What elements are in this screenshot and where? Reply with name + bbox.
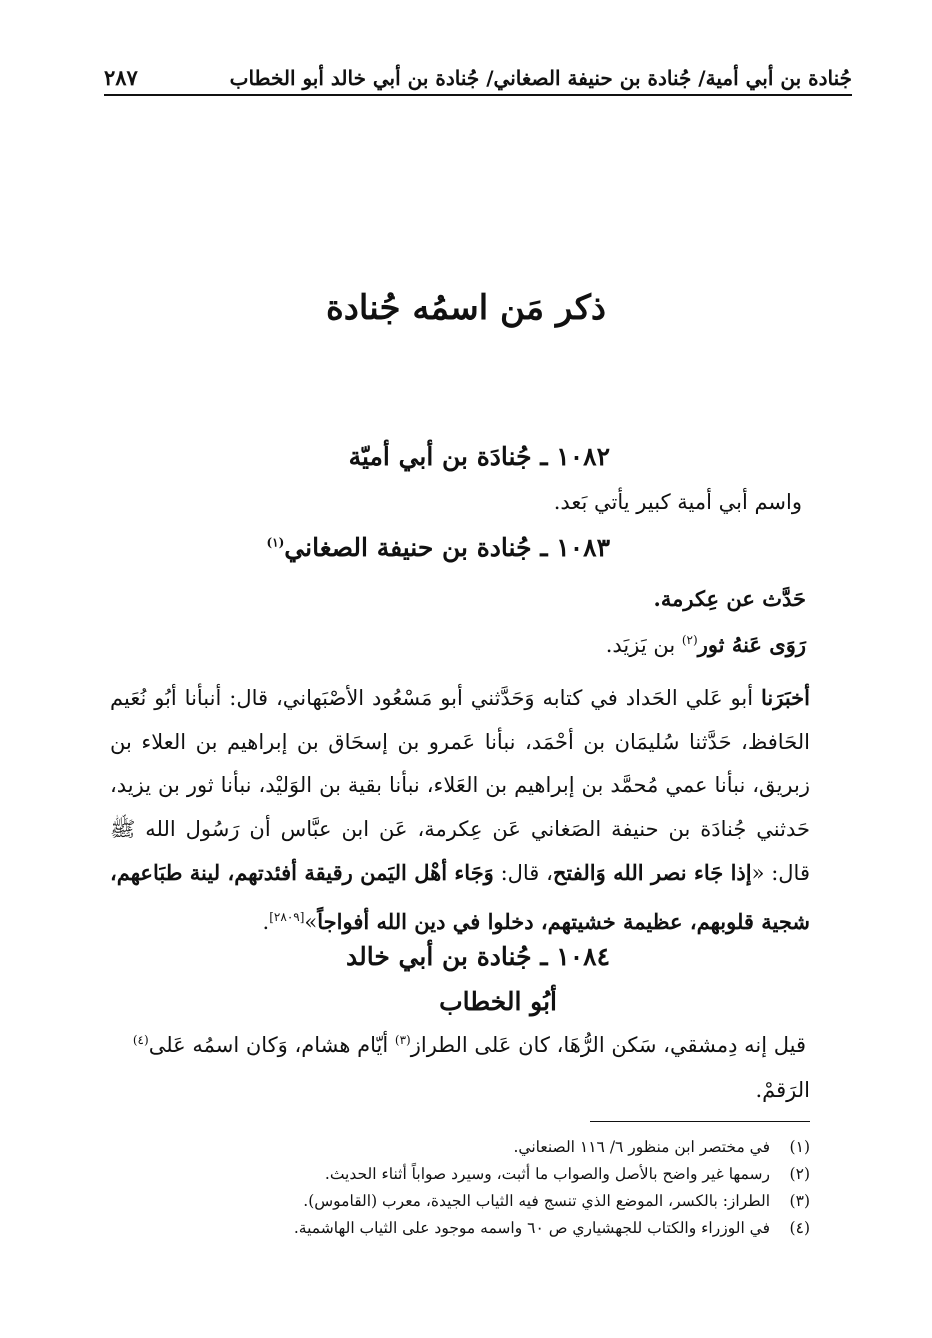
footnote-text: في الوزراء والكتاب للجهشياري ص ٦٠ واسمه موجود على الثياب الهاشمية.: [293, 1218, 770, 1237]
entry-1082-title: ١٠٨٢ ـ جُنادَة بن أبي أميّة: [348, 442, 610, 471]
entry-1084-title: ١٠٨٤ ـ جُنادة بن أبي خالد: [346, 942, 610, 971]
footnote-ref-3[interactable]: (٣): [394, 1033, 411, 1047]
para-bold-2: وَجَاء أهْل اليَمن رقيقة أفئدتهم، لينة طبَاعهم، شجية قلوبهم، عظيمة خشيتهم، دخلوا في دين الله أفواجاً: [110, 860, 810, 934]
chapter-title: ذكر مَن اسمُه جُنادة: [325, 288, 607, 328]
footnotes: [110, 1133, 810, 1241]
footnote-text: في مختصر ابن منظور ٦/ ١١٦ الصنعاني.: [513, 1137, 770, 1156]
footnote-ref-4[interactable]: (٤): [132, 1033, 149, 1047]
entry-1083-line2a: رَوَى عَنهُ ثور: [697, 632, 806, 657]
entry-1083-title-text: ١٠٨٣ ـ جُنادة بن حنيفة الصغاني: [284, 533, 610, 562]
footnote-item: [110, 1214, 810, 1241]
running-title: جُنادة بن أبي أمية/ جُنادة بن حنيفة الصغاني/ جُنادة بن أبي خالد أبو الخطاب: [229, 66, 852, 90]
entry-1083-line2: [606, 632, 806, 657]
entry-1084-text: [133, 1033, 806, 1057]
page-number: ٢٨٧: [104, 65, 138, 90]
footnote-item: [110, 1133, 810, 1160]
footnote-item: [110, 1160, 810, 1187]
entry-1083-line1: حَدَّث عن عِكرمة.: [653, 586, 806, 611]
footnote-ref-2[interactable]: (٢): [681, 633, 698, 647]
footnote-text: الطراز: بالكسر، الموضع الذي تنسج فيه الثياب الجيدة، معرب (القاموس).: [303, 1191, 770, 1210]
footnote-divider: [590, 1121, 810, 1122]
footnote-number: (٤): [789, 1218, 810, 1237]
hadith-reference: [٢٨٠٩]: [269, 909, 305, 924]
entry-1083-title: [266, 533, 610, 562]
para-end: .: [262, 909, 270, 934]
entry-1083-line2b: بن يَزيَد.: [605, 633, 682, 657]
para-part-2: ، قال:: [493, 861, 553, 885]
footnote-item: [110, 1187, 810, 1214]
para-lead: أخبَرَنا: [761, 685, 810, 710]
para-bold-1: إذا جَاء نصر الله وَالفتح: [552, 860, 752, 885]
para-part-1: أبو عَلي الحَداد في كتابه وَحَدَّثني أبو مَسْعُود الأصْبَهاني، قال: أنبأنا أبُو نُعَيم الحَافظ، حَدَّثنا سُليمَان بن أحْمَد، نبأنا عَمرو بن إسحَاق بن إبراهيم بن العلاء بن زبريق، نبأنا عمي مُحمَّد بن إبراهيم بن العَلاء، نبأنا بقية بن الوَليْد، نبأنا ثور بن يزيد، حَدثني جُنادَة بن حنيفة الصَغاني عَن عِكرمة، عَن ابن عبَّاس أن رَسُول الله ﷺ قال: «: [110, 686, 810, 885]
entry-1084-text-a: قيل إنه دِمشقي، سَكن الرُّهَا، كان عَلى الطراز: [410, 1033, 806, 1057]
footnote-number: (٣): [789, 1191, 810, 1210]
footnote-ref-1[interactable]: (١): [266, 535, 285, 550]
page-header: [104, 54, 852, 96]
footnote-number: (١): [789, 1137, 810, 1156]
footnote-number: (٢): [789, 1164, 810, 1183]
entry-1082-note: واسم أبي أمية كبير يأتي بَعد.: [553, 490, 802, 514]
entry-1084-text-end: الرَقمْ.: [755, 1078, 810, 1102]
para-part-3: »: [304, 909, 318, 934]
hadith-paragraph: [110, 676, 810, 944]
footnote-text: رسمها غير واضح بالأصل والصواب ما أثبت، وسيرد صواباً أثناء الحديث.: [324, 1164, 770, 1183]
entry-1084-subtitle: أبُو الخطاب: [439, 987, 557, 1016]
entry-1084-text-b: أيّام هشام، وَكان اسمُه عَلى: [148, 1033, 395, 1057]
